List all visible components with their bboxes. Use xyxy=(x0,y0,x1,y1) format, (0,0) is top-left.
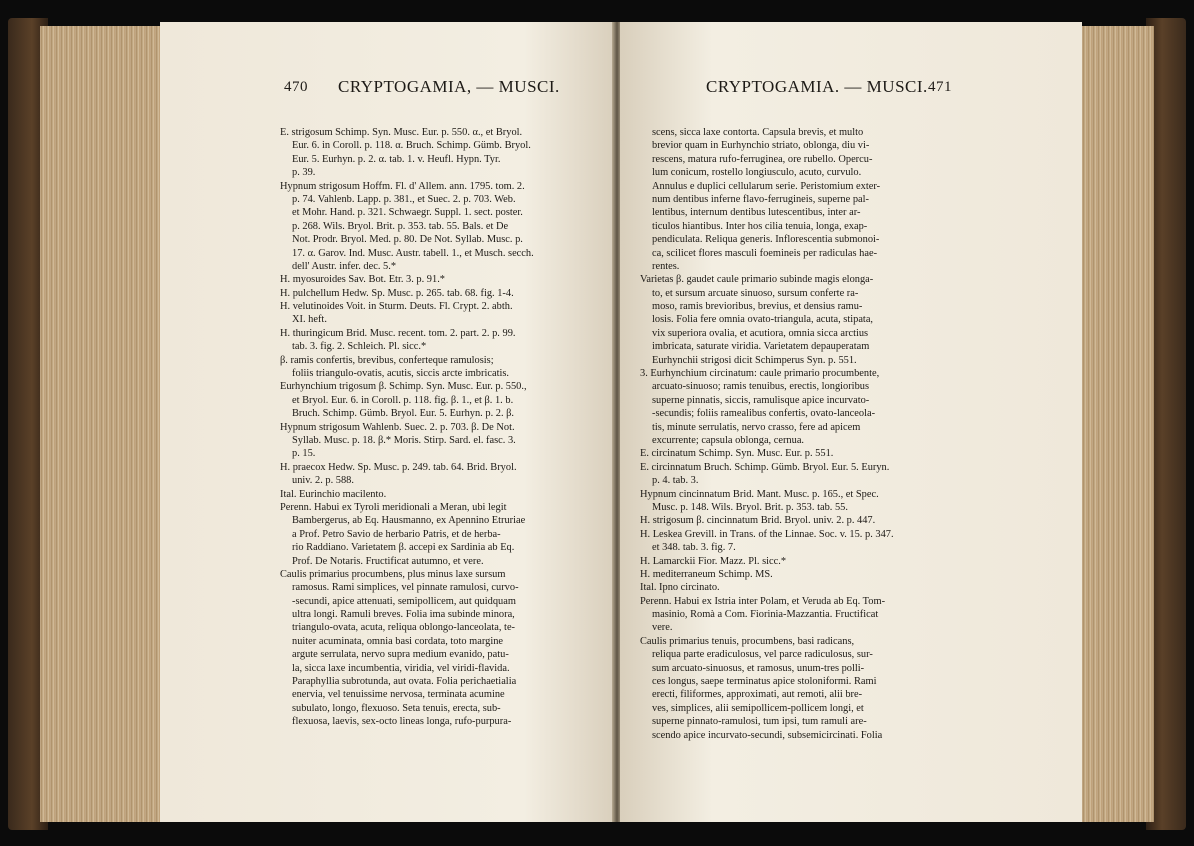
text-line: superne pinnato-ramulosi, tum ipsi, tum ramuli are- xyxy=(652,716,867,728)
text-line: Annulus e duplici cellularum serie. Peristomium exter- xyxy=(652,180,881,192)
left-page-header xyxy=(160,77,615,101)
text-line: lentibus, internum dentibus lutescentibus, inter ar- xyxy=(652,207,861,219)
text-line: moso, ramis brevioribus, brevius, et densius ramu- xyxy=(652,301,863,313)
text-line: H. myosuroides Sav. Bot. Etr. 3. p. 91.* xyxy=(280,274,445,286)
text-line: superne pinnatis, siccis, ramulisque apice incurvato- xyxy=(652,394,870,406)
text-line: vix superiora ovalia, et acutiora, omnia sicca arctius xyxy=(652,327,869,339)
text-line: Eurhynchium trigosum β. Schimp. Syn. Musc. Eur. p. 550., xyxy=(280,381,527,393)
text-line: lum conicum, rostello longiusculo, acuto, curvulo. xyxy=(652,167,862,179)
text-line: β. ramis confertis, brevibus, conferteque ramulosis; xyxy=(280,354,494,366)
text-line: rio Raddiano. Varietatem β. accepi ex Sardinia ab Eq. xyxy=(292,542,515,554)
text-line: enervia, vel tenuissime nervosa, terminata acumine xyxy=(292,689,505,701)
text-line: to, et sursum arcuate sinuoso, sursum conferte ra- xyxy=(652,287,859,299)
text-line: num dentibus inferne flavo-ferrugineis, superne pal- xyxy=(652,193,869,205)
text-line: Paraphyllia subrotunda, aut ovata. Folia perichaetialia xyxy=(292,676,517,688)
text-line: univ. 2. p. 588. xyxy=(292,475,354,487)
text-line: Not. Prodr. Bryol. Med. p. 80. De Not. Syllab. Musc. p. xyxy=(292,234,523,246)
text-line: Musc. p. 148. Wils. Bryol. Brit. p. 353. tab. 55. xyxy=(652,501,848,513)
text-line: Syllab. Musc. p. 18. β.* Moris. Stirp. Sard. el. fasc. 3. xyxy=(292,434,516,446)
text-line: tab. 3. fig. 2. Schleich. Pl. sicc.* xyxy=(292,341,427,353)
text-line: p. 15. xyxy=(292,448,316,460)
text-line: Bambergerus, ab Eq. Hausmanno, ex Apennino Etruriae xyxy=(292,515,526,527)
text-line: foliis triangulo-ovatis, acutis, siccis arcte imbricatis. xyxy=(292,368,509,380)
text-line: H. pulchellum Hedw. Sp. Musc. p. 265. tab. 68. fig. 1-4. xyxy=(280,287,514,299)
text-line: p. 4. tab. 3. xyxy=(652,475,699,487)
text-line: flexuosa, laevis, sex-octo lineas longa, rufo-purpura- xyxy=(292,716,512,728)
text-line: Bruch. Schimp. Gümb. Bryol. Eur. 5. Eurhyn. p. 2. β. xyxy=(292,408,515,420)
text-line: rescens, matura rufo-ferruginea, ore rubello. Opercu- xyxy=(652,153,873,165)
text-line: et Mohr. Hand. p. 321. Schwaegr. Suppl. 1. sect. poster. xyxy=(292,207,523,219)
text-line: Eur. 5. Eurhyn. p. 2. α. tab. 1. v. Heufl. Hypn. Tyr. xyxy=(292,153,501,165)
left-page-text xyxy=(280,126,600,729)
text-line: Caulis primarius tenuis, procumbens, basi radicans, xyxy=(640,635,855,647)
right-page xyxy=(620,22,1082,822)
text-line: losis. Folia fere omnia ovato-triangula, acuta, stipata, xyxy=(652,314,874,326)
text-line: H. Lamarckii Fior. Mazz. Pl. sicc.* xyxy=(640,555,787,567)
text-line: ca, scilicet flores masculi foemineis per radiculas hae- xyxy=(652,247,878,259)
text-line: Eurhynchii strigosi dicit Schimperus Syn. p. 551. xyxy=(652,354,857,366)
text-line: Perenn. Habui ex Istria inter Polam, et Veruda ab Eq. Tom- xyxy=(640,595,886,607)
right-page-text xyxy=(640,126,1050,742)
text-line: Eur. 6. in Coroll. p. 118. α. Bruch. Schimp. Gümb. Bryol. xyxy=(292,140,531,152)
right-running-head: CRYPTOGAMIA. — MUSCI. xyxy=(706,77,928,96)
text-line: imbricata, saturate viridia. Varietatem depauperatam xyxy=(652,341,870,353)
text-line: E. strigosum Schimp. Syn. Musc. Eur. p. 550. α., et Bryol. xyxy=(280,127,523,138)
text-line: E. circinnatum Bruch. Schimp. Gümb. Bryol. Eur. 5. Euryn. xyxy=(640,461,890,473)
text-line: Prof. De Notaris. Fructificat autumno, et vere. xyxy=(292,555,484,567)
text-line: tis, minute serrulatis, nervo crasso, fere ad apicem xyxy=(652,421,861,433)
text-line: ces longus, saepe terminatus apice stoloniformi. Rami xyxy=(652,676,877,688)
text-line: pendiculata. Reliqua generis. Inflorescentia submonoi- xyxy=(652,234,880,246)
text-line: H. Leskea Grevill. in Trans. of the Linnae. Soc. v. 15. p. 347. xyxy=(640,528,894,540)
left-running-head: CRYPTOGAMIA, — MUSCI. xyxy=(338,77,560,96)
right-page-number: 471 xyxy=(928,79,952,95)
text-line: Caulis primarius procumbens, plus minus laxe sursum xyxy=(280,568,506,580)
text-line: E. circinatum Schimp. Syn. Musc. Eur. p. 551. xyxy=(640,448,834,460)
text-line: sum arcuato-sinuosus, et ramosus, unum-tres polli- xyxy=(652,662,865,674)
text-line: p. 268. Wils. Bryol. Brit. p. 353. tab. 55. Bals. et De xyxy=(292,220,509,232)
text-line: nuiter acuminata, omnia basi cordata, toto margine xyxy=(292,635,504,647)
text-line: 3. Eurhynchium circinatum: caule primario procumbente, xyxy=(640,368,880,380)
text-line: Ital. Eurinchio macilento. xyxy=(280,488,387,500)
text-line: H. thuringicum Brid. Musc. recent. tom. 2. part. 2. p. 99. xyxy=(280,327,516,339)
text-line: brevior quam in Eurhynchio striato, oblonga, diu vi- xyxy=(652,140,870,152)
text-line: scens, sicca laxe contorta. Capsula brevis, et multo xyxy=(652,127,864,138)
text-line: la, sicca laxe incumbentia, viridia, vel viridi-flavida. xyxy=(292,662,510,674)
text-line: Hypnum strigosum Hoffm. Fl. d' Allem. ann. 1795. tom. 2. xyxy=(280,180,525,192)
text-line: excurrente; capsula oblonga, cernua. xyxy=(652,434,805,446)
text-line: ramosus. Rami simplices, vel pinnate ramulosi, curvo- xyxy=(292,582,519,594)
text-line: a Prof. Petro Savio de herbario Patris, et de herba- xyxy=(292,528,501,540)
text-line: p. 74. Vahlenb. Lapp. p. 381., et Suec. 2. p. 703. Web. xyxy=(292,193,516,205)
text-line: Ital. Ipno circinato. xyxy=(640,582,720,594)
text-line: masinio, Romà a Com. Fiorinia-Mazzantia. Fructificat xyxy=(652,609,879,621)
text-line: erecti, filiformes, approximati, aut remoti, alii bre- xyxy=(652,689,863,701)
text-line: -secundi, apice attenuati, semipollicem, aut quidquam xyxy=(292,595,516,607)
left-page-number: 470 xyxy=(284,79,308,95)
text-line: H. velutinoides Voit. in Sturm. Deuts. Fl. Crypt. 2. abth. xyxy=(280,301,513,313)
text-line: triangulo-ovata, acuta, reliqua oblongo-lanceolata, te- xyxy=(292,622,516,634)
text-line: Varietas β. gaudet caule primario subinde magis elonga- xyxy=(640,274,874,286)
text-line: scendo apice incurvato-secundi, subsemicircinati. Folia xyxy=(652,729,883,741)
text-line: reliqua parte eradiculosus, vel parce radiculosus, sur- xyxy=(652,649,873,661)
text-line: dell' Austr. infer. dec. 5.* xyxy=(292,260,397,272)
text-line: ves, simplices, alii semipollicem-pollicem longi, et xyxy=(652,702,864,714)
text-line: H. mediterraneum Schimp. MS. xyxy=(640,568,773,580)
text-line: 17. α. Garov. Ind. Musc. Austr. tabell. 1., et Musch. secch. xyxy=(292,247,534,259)
text-line: subulato, longo, flexuoso. Seta tenuis, erecta, sub- xyxy=(292,702,501,714)
text-line: p. 39. xyxy=(292,167,316,179)
text-line: -secundis; foliis ramealibus confertis, ovato-lanceola- xyxy=(652,408,876,420)
text-line: rentes. xyxy=(652,260,680,272)
text-line: ticulos hiantibus. Inter hos cilia tenuia, longa, exap- xyxy=(652,220,868,232)
text-line: XI. heft. xyxy=(292,314,327,326)
right-page-header xyxy=(620,77,1082,101)
text-line: Perenn. Habui ex Tyroli meridionali a Meran, ubi legit xyxy=(280,501,507,513)
text-line: vere. xyxy=(652,622,673,634)
text-line: et Bryol. Eur. 6. in Coroll. p. 118. fig. β. 1., et β. 1. b. xyxy=(292,394,514,406)
text-line: H. strigosum β. cincinnatum Brid. Bryol. univ. 2. p. 447. xyxy=(640,515,876,527)
text-line: Hypnum strigosum Wahlenb. Suec. 2. p. 703. β. De Not. xyxy=(280,421,515,433)
text-line: Hypnum cincinnatum Brid. Mant. Musc. p. 165., et Spec. xyxy=(640,488,879,500)
text-line: et 348. tab. 3. fig. 7. xyxy=(652,542,736,554)
text-line: arcuato-sinuoso; ramis tenuibus, erectis, longioribus xyxy=(652,381,870,393)
text-line: argute serrulata, nervo supra medium evanido, patu- xyxy=(292,649,509,661)
text-line: ultra longi. Ramuli breves. Folia ima subinde minora, xyxy=(292,609,515,621)
page-edges-left xyxy=(40,26,162,822)
text-line: H. praecox Hedw. Sp. Musc. p. 249. tab. 64. Brid. Bryol. xyxy=(280,461,517,473)
left-page xyxy=(160,22,615,822)
